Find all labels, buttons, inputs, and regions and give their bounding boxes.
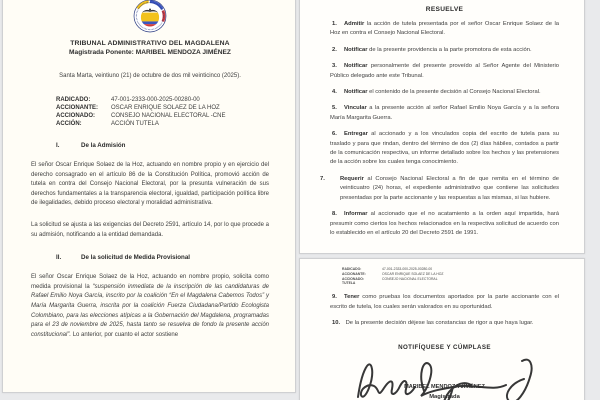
page-left bbox=[2, 0, 296, 393]
case-info-label: RADICADO: bbox=[56, 97, 91, 103]
item-keyword: Entregar bbox=[344, 131, 368, 138]
magistrada-ponente: Magistrada Ponente: MARIBEL MENDOZA JIMÉNEZ bbox=[69, 49, 231, 56]
item-text: el contenido de la presente decisión al Consejo Nacional Electoral. bbox=[369, 89, 541, 96]
resolve-item-9 bbox=[330, 293, 559, 312]
item-number: 5. bbox=[332, 105, 337, 112]
handwritten-signature-icon bbox=[352, 349, 548, 400]
mini-case-row bbox=[342, 281, 559, 286]
case-info-label: ACCIÓN: bbox=[56, 121, 82, 127]
case-info-row bbox=[56, 112, 269, 120]
item-keyword: Informar bbox=[344, 211, 368, 218]
section-heading-admision bbox=[56, 142, 269, 149]
case-info-label: ACCIONANTE: bbox=[56, 105, 98, 111]
signature-role: Magistrada bbox=[429, 394, 460, 400]
section-number: II. bbox=[56, 254, 62, 262]
resolve-item-5 bbox=[330, 104, 559, 123]
item-text: al Consejo Nacional Electoral a fin de que remita en el término de veinticuatro (24) horas, el expediente administrativo que contiene las solicitudes presentadas por la parte accionante y las respuestas a las mismas, si las hubiere. bbox=[340, 175, 559, 201]
item-text: la acción de tutela presentada por el señor Oscar Enrique Solaez de la Hoz en contra el Consejo Nacional Electoral. bbox=[330, 21, 559, 37]
case-info-row bbox=[56, 120, 269, 128]
signature-name: MARIBEL MENDOZA JIMÉNEZ bbox=[404, 384, 485, 391]
item-keyword: Notificar bbox=[344, 89, 368, 96]
resolve-item-10 bbox=[330, 319, 559, 328]
resolve-item-3 bbox=[330, 62, 559, 81]
resolve-item-2 bbox=[330, 46, 559, 55]
case-info-block bbox=[56, 96, 269, 128]
case-info-value: CONSEJO NACIONAL ELECTORAL -CNE bbox=[111, 113, 226, 119]
item-number: 2. bbox=[332, 46, 337, 53]
item-keyword: Notificar bbox=[344, 46, 368, 53]
paragraph-suffix: Lo anterior, por cuanto el actor sostiene bbox=[71, 331, 179, 338]
item-text: al accionado que el no acatamiento a la orden aquí impartida, hará presumir como ciertos los hechos relacionados en la respectiva solicitud de acuerdo con lo establecido en el artículo 20 del Decreto 2591 de 1991. bbox=[330, 211, 559, 236]
page-right-2 bbox=[299, 258, 585, 400]
item-keyword: Tener bbox=[344, 294, 360, 301]
mini-case-label: ACCIONANTE: bbox=[342, 271, 366, 276]
item-text: de la presente providencia a la parte promotora de esta acción. bbox=[369, 46, 532, 53]
paragraph-medida-provisional bbox=[31, 273, 269, 340]
colombia-seal-icon bbox=[133, 0, 167, 33]
mini-case-label: RADICADO: bbox=[342, 267, 362, 271]
resolve-item-6 bbox=[330, 130, 559, 168]
date-line: Santa Marta, veintiuno (21) de octubre de dos mil veinticinco (2025). bbox=[59, 73, 241, 79]
item-keyword: Vincular bbox=[344, 105, 367, 112]
item-number: 6. bbox=[332, 131, 337, 138]
case-info-value: 47-001-2333-000-2025-00280-00 bbox=[111, 97, 200, 103]
resuelve-title: RESUELVE bbox=[425, 6, 464, 13]
item-text: al accionado y a los vinculados copia del escrito de tutela para su traslado y para que rindan, dentro del término de dos (2) días hábiles, contados a partir de la comunicación respectiva, un informe detallado sobre los hechos y las pretensiones de la acción sobre los cuales tenga conocimiento. bbox=[330, 131, 559, 166]
item-number: 9. bbox=[332, 294, 337, 301]
resolve-item-1 bbox=[330, 20, 559, 39]
mini-case-label: ACCIONADO: bbox=[342, 276, 365, 281]
paragraph-admision-1: El señor Oscar Enrique Solaez de la Hoz, actuando en nombre propio y en ejercicio del derecho consagrado en el artículo 86 de la Constitución Política, promovió acción de tutela en contra del Consejo Nacional Electoral, por la presunta vulneración de sus derechos fundamentales a la transparencia electoral, igualdad, participación política libre de ilegalidades, debido proceso electoral y moralidad administrativa. bbox=[31, 162, 269, 207]
case-info-value: OSCAR ENRIQUE SOLAEZ DE LA HOZ bbox=[111, 105, 220, 111]
signature-block bbox=[330, 353, 559, 400]
item-number: 4. bbox=[332, 89, 337, 96]
section-title: De la Admisión bbox=[81, 142, 126, 149]
item-keyword: Requerir bbox=[340, 175, 364, 182]
paragraph-quote: “suspensión inmediata de la inscripción de las candidaturas de Rafael Emilio Noya García, inscrito por la coalición “En el Magdalena Cabemos Todos” y María Margarita Guerra, inscrita por la coalición Fuerza Ciudadana/Partido Ecologista Colombiano, para las elecciones atípicas a la Gobernación del Magdalena, programadas para el 23 de noviembre de 2025, hasta tanto se resuelva de fondo la presente acción constitucional”. bbox=[31, 283, 269, 338]
mini-case-value: CONSEJO NACIONAL ELECTORAL bbox=[382, 276, 438, 281]
section-heading-medida-provisional bbox=[56, 254, 269, 261]
case-info-label: ACCIONADO: bbox=[56, 113, 95, 119]
section-title: De la solicitud de Medida Provisional bbox=[81, 254, 190, 262]
item-keyword: Admitir bbox=[344, 21, 365, 27]
paragraph-admision-2: La solicitud se ajusta a las exigencias del Decreto 2591, artículo 14, por lo que procede a su admisión, notificando a la entidad demandada. bbox=[31, 221, 269, 238]
closing-order: NOTIFÍQUESE Y CÚMPLASE bbox=[398, 344, 491, 352]
item-keyword: Notificar bbox=[344, 63, 368, 70]
seal-wrap bbox=[31, 0, 269, 33]
item-text: personalmente del presente proveído al Señor Agente del Ministerio Público delegado ante este Tribunal. bbox=[330, 63, 559, 79]
mini-case-label: TUTELA bbox=[342, 281, 356, 286]
case-info-value: ACCIÓN TUTELA bbox=[111, 121, 159, 127]
case-info-row bbox=[56, 96, 269, 104]
case-info-row bbox=[56, 104, 269, 112]
item-number: 3. bbox=[332, 63, 337, 70]
item-text: a la presente acción al señor Rafael Emilio Noya García y a la señora María Margarita Guerra. bbox=[330, 105, 559, 121]
tribunal-name: TRIBUNAL ADMINISTRATIVO DEL MAGDALENA bbox=[70, 40, 230, 47]
item-number: 8. bbox=[332, 211, 337, 218]
paragraph-prefix: El señor Oscar Enrique Solaez de la Hoz, actuando en nombre propio, solicita como medida provisional la bbox=[31, 274, 269, 290]
item-text: como pruebas los documentos aportados por la parte accionante con el escrito de tutela, los cuales serán valorados en su oportunidad. bbox=[330, 294, 559, 310]
item-text: De la presente decisión déjese las constancias de rigor a que haya lugar. bbox=[345, 320, 534, 326]
item-number: 7. bbox=[320, 175, 325, 182]
page-right-1 bbox=[299, 0, 585, 254]
mini-case-value: 47-001-2333-000-2025-00280-00 bbox=[382, 267, 433, 271]
section-number: I. bbox=[56, 142, 60, 149]
resolve-item-7 bbox=[320, 175, 559, 203]
item-number: 10. bbox=[332, 320, 341, 326]
resolve-item-4 bbox=[330, 88, 559, 97]
mini-case-info-block bbox=[342, 267, 559, 286]
resolve-item-8 bbox=[330, 210, 559, 238]
mini-case-value: OSCAR ENRIQUE SOLAEZ DE LA HOZ bbox=[382, 271, 444, 276]
item-number: 1. bbox=[332, 21, 337, 27]
